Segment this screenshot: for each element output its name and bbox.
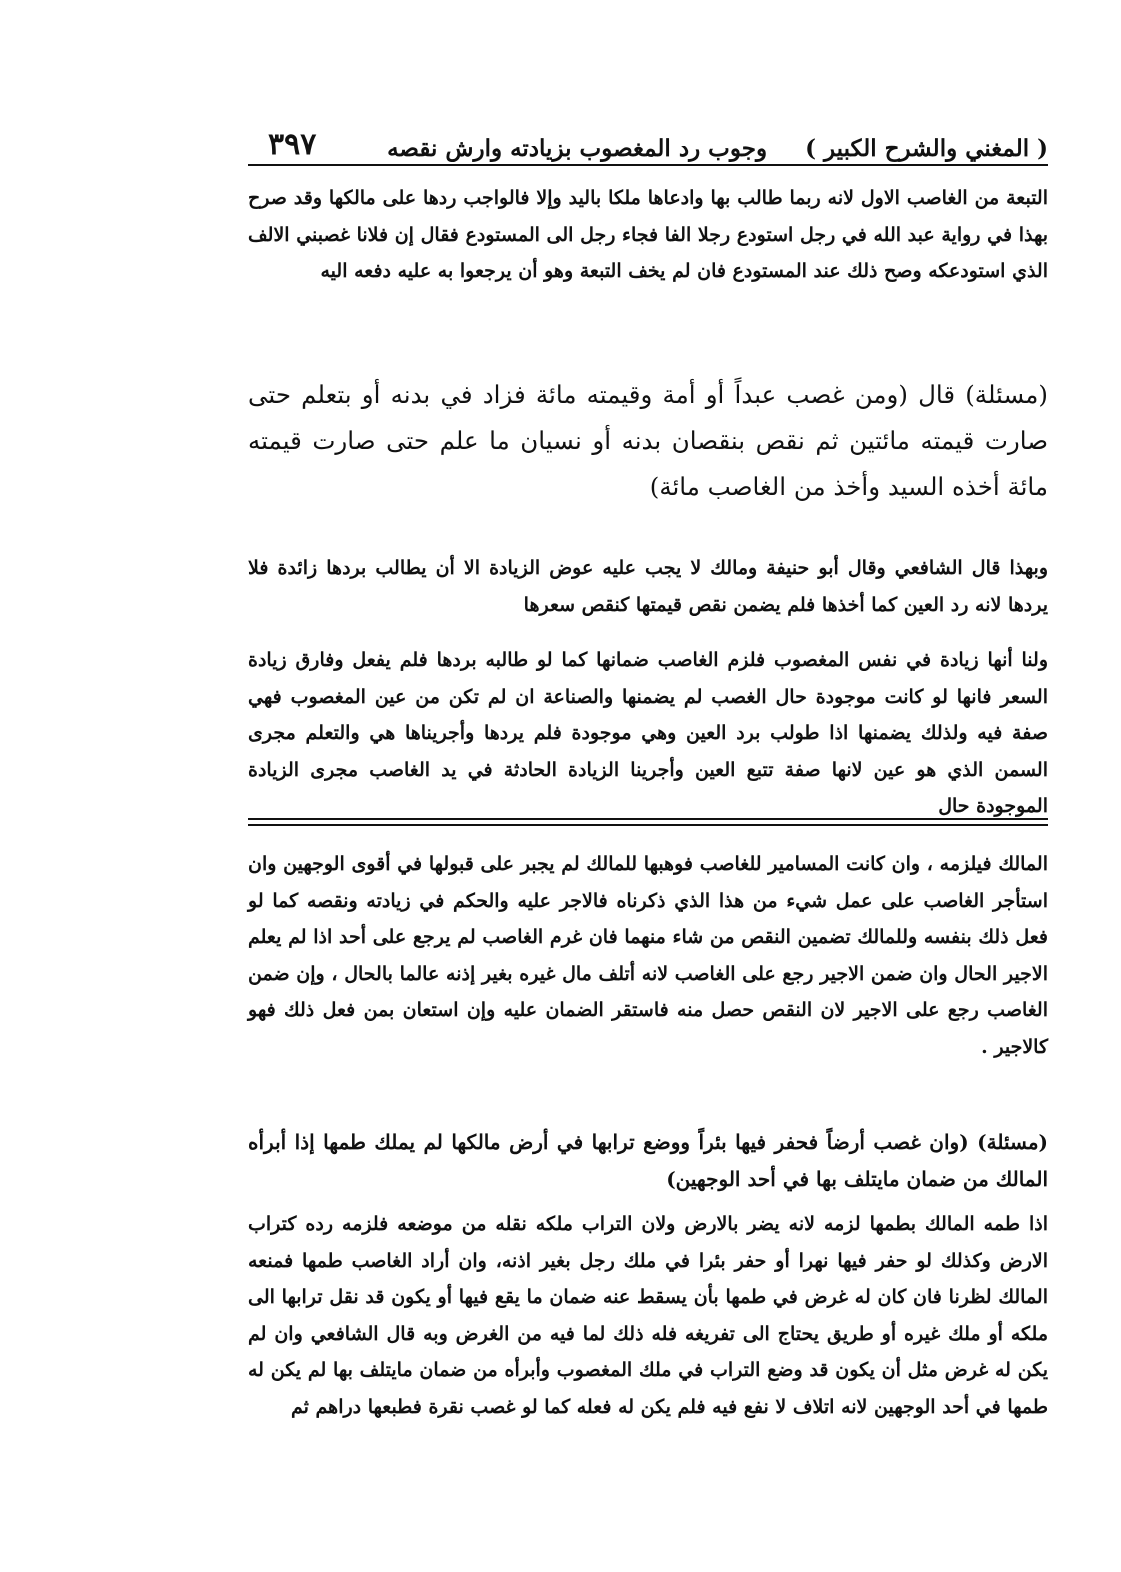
running-title bbox=[387, 135, 1048, 162]
masala-2: (مسئلة) (وان غصب أرضاً فحفر فيها بئراً ووضع ترابها في أرض مالكها لم يملك طمها إذا أبرأه المالك من ضمان مايتلف بها في أحد الوجهين) bbox=[248, 1130, 1048, 1191]
header-rule bbox=[248, 164, 1048, 166]
section-title: وجوب رد المغصوب بزيادته وارش نقصه bbox=[387, 135, 768, 162]
lower-commentary-paragraph-2: اذا طمه المالك بطمها لزمه لانه يضر بالارض ولان التراب ملكه نقله من موضعه فلزمه رده كتراب الارض وكذلك لو حفر فيها نهرا أو حفر بئرا في ملك رجل بغير اذنه، وان أراد الغاصب طمها فمنعه المالك لظرنا فان كان له غرض في طمها بأن يسقط عنه ضمان ما يقع فيها أو يكون قد نقل ترابها الى ملكه أو ملك غيره أو طريق يحتاج الى تفريغه فله ذلك لما فيه من الغرض وبه قال الشافعي وان لم يكن له غرض مثل أن يكون قد وضع التراب في ملك المغصوب وأبرأه من ضمان مايتلف بها لم يكن له طمها في أحد الوجهين لانه اتلاف لا نفع فيه فلم يكن له فعله كما لو غصب نقرة فطبعها دراهم ثم bbox=[248, 1213, 1048, 1418]
running-header bbox=[248, 120, 1048, 162]
page-number: ٣٩٧ bbox=[268, 127, 317, 162]
commentary-paragraph-1: التبعة من الغاصب الاول لانه ربما طالب بها وادعاها ملكا باليد وإلا فالواجب ردها على مالكها وقد صرح بهذا في رواية عبد الله في رجل استودع رجلا الفا فجاء رجل الى المستودع فقال إن فلانا غصبني الالف الذي استودعكه وصح ذلك عند المستودع فان لم يخف التبعة وهو أن يرجعوا به عليه دفعه اليه bbox=[248, 187, 1048, 282]
book-title: ( المغني والشرح الكبير ) bbox=[805, 135, 1048, 162]
commentary-paragraph-3: ولنا أنها زيادة في نفس المغصوب فلزم الغاصب ضمانها كما لو طالبه بردها فلم يفعل وفارق زيادة السعر فانها لو كانت موجودة حال الغصب لم يضمنها والصناعة ان لم تكن من عين المغصوب فهي صفة فيه ولذلك يضمنها اذا طولب برد العين وهي موجودة فلم يردها وأجريناها هي والتعلم مجرى السمن الذي هو عين لانها صفة تتبع العين وأجرينا الزيادة الحادثة في يد الغاصب مجرى الزيادة الموجودة حال bbox=[248, 649, 1048, 817]
masala-1: (مسئلة) قال (ومن غصب عبداً أو أمة وقيمته مائة فزاد في بدنه أو بتعلم حتى صارت قيمته مائتين ثم نقص بنقصان بدنه أو نسيان ما علم حتى صارت قيمته مائة أخذه السيد وأخذ من الغاصب مائة) bbox=[248, 380, 1048, 501]
section-divider bbox=[248, 818, 1048, 826]
commentary-paragraph-2: وبهذا قال الشافعي وقال أبو حنيفة ومالك لا يجب عليه عوض الزيادة الا أن يطالب بردها زائدة فلا يردها لانه رد العين كما أخذها فلم يضمن نقص قيمتها كنقص سعرها bbox=[248, 557, 1048, 616]
lower-commentary-paragraph-1: المالك فيلزمه ، وان كانت المسامير للغاصب فوهبها للمالك لم يجبر على قبولها في أقوى الوجهين وان استأجر الغاصب على عمل شيء من هذا الذي ذكرناه فالاجر عليه والحكم في زيادته ونقصه كما لو فعل ذلك بنفسه وللمالك تضمين النقص من شاء منهما فان غرم الغاصب لم يرجع على أحد اذا لم يعلم الاجير الحال وان ضمن الاجير رجع على الغاصب لانه أتلف مال غيره بغير إذنه عالما بالحال ، وإن ضمن الغاصب رجع على الاجير لان النقص حصل منه فاستقر الضمان عليه وإن استعان بمن فعل ذلك فهو كالاجير . bbox=[248, 853, 1048, 1058]
